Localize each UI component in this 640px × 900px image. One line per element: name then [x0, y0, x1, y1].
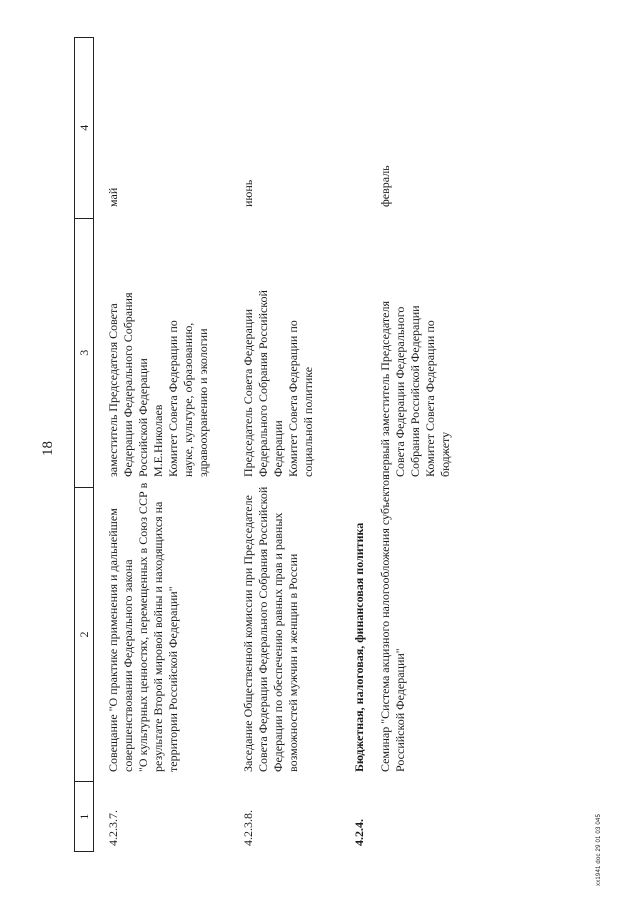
header-col-1: 1	[75, 781, 93, 851]
event-description	[241, 487, 316, 782]
text-line: совершенствовании Федерального закона	[121, 559, 135, 772]
header-col-4: 4	[77, 124, 91, 131]
text-line: "О культурных ценностях, перемещенных в Союз ССР в	[136, 482, 150, 772]
text-line: Заседание Общественной комиссии при Председателе	[241, 495, 255, 772]
text-line: возможностей мужчин и женщин в России	[286, 553, 300, 772]
text-line: Федерального Собрания Российской	[256, 290, 270, 477]
event-description	[106, 482, 211, 782]
text-line: Совета Федерации Федерального	[393, 306, 407, 477]
header-col-2: 2	[75, 487, 93, 781]
item-number	[378, 782, 453, 852]
page-number: 18	[40, 441, 56, 456]
section-number: 4.2.4.	[352, 819, 366, 846]
deadline: май	[106, 187, 120, 207]
responsible-party	[241, 217, 316, 487]
deadline: февраль	[378, 165, 392, 207]
text-line: М.Е.Николаев	[151, 404, 165, 477]
text-line: Бюджетная, налоговая, финансовая политика	[352, 522, 366, 772]
text-line: результате Второй мировой войны и находящихся на	[151, 501, 165, 772]
text-line: бюджету	[438, 431, 452, 477]
item-number: 4.2.3.8.	[241, 810, 255, 846]
table-row	[241, 37, 316, 852]
text-line: Российской Федерации"	[393, 648, 407, 772]
text-line: первый заместитель Председателя	[378, 301, 392, 477]
item-number: 4.2.3.7.	[106, 810, 120, 846]
text-line: территории Российской Федерации"	[166, 586, 180, 772]
text-line: Семинар "Система акцизного налогообложения субъектов	[378, 474, 392, 772]
text-line: Совета Федерации Федерального Собрания Российской	[256, 486, 270, 772]
section-heading-row	[352, 37, 367, 852]
section-title	[352, 182, 367, 782]
event-description	[378, 474, 453, 782]
text-line: науке, культуре, образованию,	[181, 322, 195, 477]
table-header	[74, 37, 94, 852]
text-line: Собрания Российской Федерации	[408, 305, 422, 477]
text-line: социальной политике	[301, 366, 315, 477]
footer-code: xx1941 doc 29 01 03 045	[596, 814, 602, 886]
text-line: Федерации	[271, 420, 285, 477]
table-row	[106, 37, 211, 852]
header-col-3: 3	[75, 218, 93, 487]
text-line: Федерации по обеспечению равных прав и равных	[271, 512, 285, 772]
responsible-party	[106, 217, 211, 487]
text-line: Российской Федерации	[136, 358, 150, 477]
text-line: заместитель Председателя Совета	[106, 303, 120, 477]
text-line: здравоохранению и экологии	[196, 328, 210, 477]
text-line: Комитет Совета Федерации по	[423, 320, 437, 477]
text-line: Председатель Совета Федерации	[241, 308, 255, 477]
table-row	[378, 37, 453, 852]
text-line: Комитет Совета Федерации по	[166, 320, 180, 477]
text-line: Комитет Совета Федерации по	[286, 320, 300, 477]
deadline: июнь	[241, 179, 255, 207]
responsible-party	[378, 217, 453, 487]
text-line: Федерации Федерального Собрания	[121, 292, 135, 477]
text-line: Совещание "О практике применения и дальнейшем	[106, 508, 120, 772]
